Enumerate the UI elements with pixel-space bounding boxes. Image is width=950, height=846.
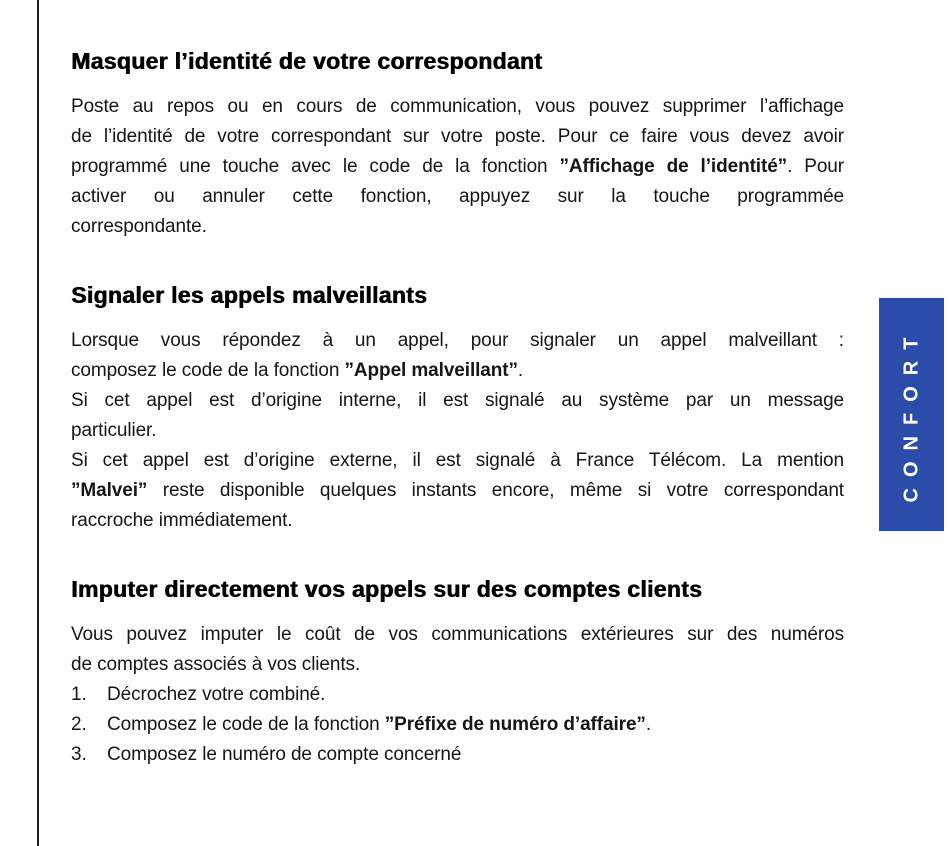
text: Si cet appel est d’origine interne, il est signalé au système par un message	[71, 390, 844, 411]
bold-text: ”Préfixe de numéro d’affaire”	[384, 714, 646, 735]
chapter-tab-confort	[879, 298, 944, 531]
text: Vous pouvez imputer le coût de vos communications extérieures sur des numéros	[71, 624, 844, 645]
bold-text: ”Appel malveillant”	[344, 360, 518, 381]
list-item-number: 2.	[71, 714, 87, 735]
text: raccroche immédiatement.	[71, 510, 293, 531]
section-imputer-appels	[71, 574, 844, 770]
numbered-list	[71, 680, 844, 770]
list-item	[71, 680, 844, 710]
text-line	[71, 476, 844, 506]
text: Décrochez votre combiné.	[107, 684, 326, 705]
list-item-text	[107, 740, 844, 770]
section-heading: Masquer l’identité de votre correspondant	[71, 48, 543, 74]
bold-text: ”Affichage de l’identité”	[559, 156, 788, 177]
text: . Pour	[787, 156, 844, 177]
text-line	[71, 356, 844, 386]
list-item-number: 1.	[71, 684, 87, 705]
text-line	[71, 212, 844, 242]
text: activer ou annuler cette fonction, appuyez sur la touche programmée	[71, 186, 844, 207]
chapter-tab-label: CONFORT	[900, 326, 923, 503]
section-heading: Signaler les appels malveillants	[71, 282, 428, 308]
text: .	[517, 360, 524, 381]
text-line	[71, 506, 844, 536]
text: Si cet appel est d’origine externe, il est signalé à France Télécom. La mention	[71, 450, 844, 471]
paragraph	[71, 620, 844, 680]
text-line	[71, 182, 844, 212]
text-line	[71, 386, 844, 416]
text: composez le code de la fonction	[71, 360, 345, 381]
section-appels-malveillants	[71, 280, 844, 536]
section-masquer-identite	[71, 46, 844, 242]
text: correspondante.	[71, 216, 207, 237]
text-line	[71, 650, 844, 680]
page-content	[71, 46, 844, 770]
text: reste disponible quelques instants encore, même si votre correspondant	[147, 480, 844, 501]
text-line	[71, 92, 844, 122]
text: de l’identité de votre correspondant sur votre poste. Pour ce faire vous devez avoir	[71, 126, 844, 147]
bold-text: ”Malvei”	[71, 480, 148, 501]
text: Composez le code de la fonction	[107, 714, 385, 735]
list-item-text	[107, 710, 844, 740]
paragraph	[71, 92, 844, 242]
paragraph	[71, 326, 844, 536]
list-item-text	[107, 680, 844, 710]
section-heading: Imputer directement vos appels sur des comptes clients	[71, 576, 703, 602]
text-line	[71, 122, 844, 152]
page-edge-line	[37, 0, 39, 846]
text: Composez le numéro de compte concerné	[107, 744, 462, 765]
text-line	[71, 446, 844, 476]
text-line	[71, 416, 844, 446]
text: particulier.	[71, 420, 157, 441]
list-item	[71, 740, 844, 770]
text: .	[645, 714, 652, 735]
text: programmé une touche avec le code de la fonction	[71, 156, 560, 177]
text-line	[71, 620, 844, 650]
text-line	[71, 326, 844, 356]
text: Poste au repos ou en cours de communication, vous pouvez supprimer l’affichage	[71, 96, 844, 117]
text: Lorsque vous répondez à un appel, pour signaler un appel malveillant :	[71, 330, 844, 351]
list-item-number: 3.	[71, 744, 87, 765]
list-item	[71, 710, 844, 740]
text-line	[71, 152, 844, 182]
text: de comptes associés à vos clients.	[71, 654, 361, 675]
